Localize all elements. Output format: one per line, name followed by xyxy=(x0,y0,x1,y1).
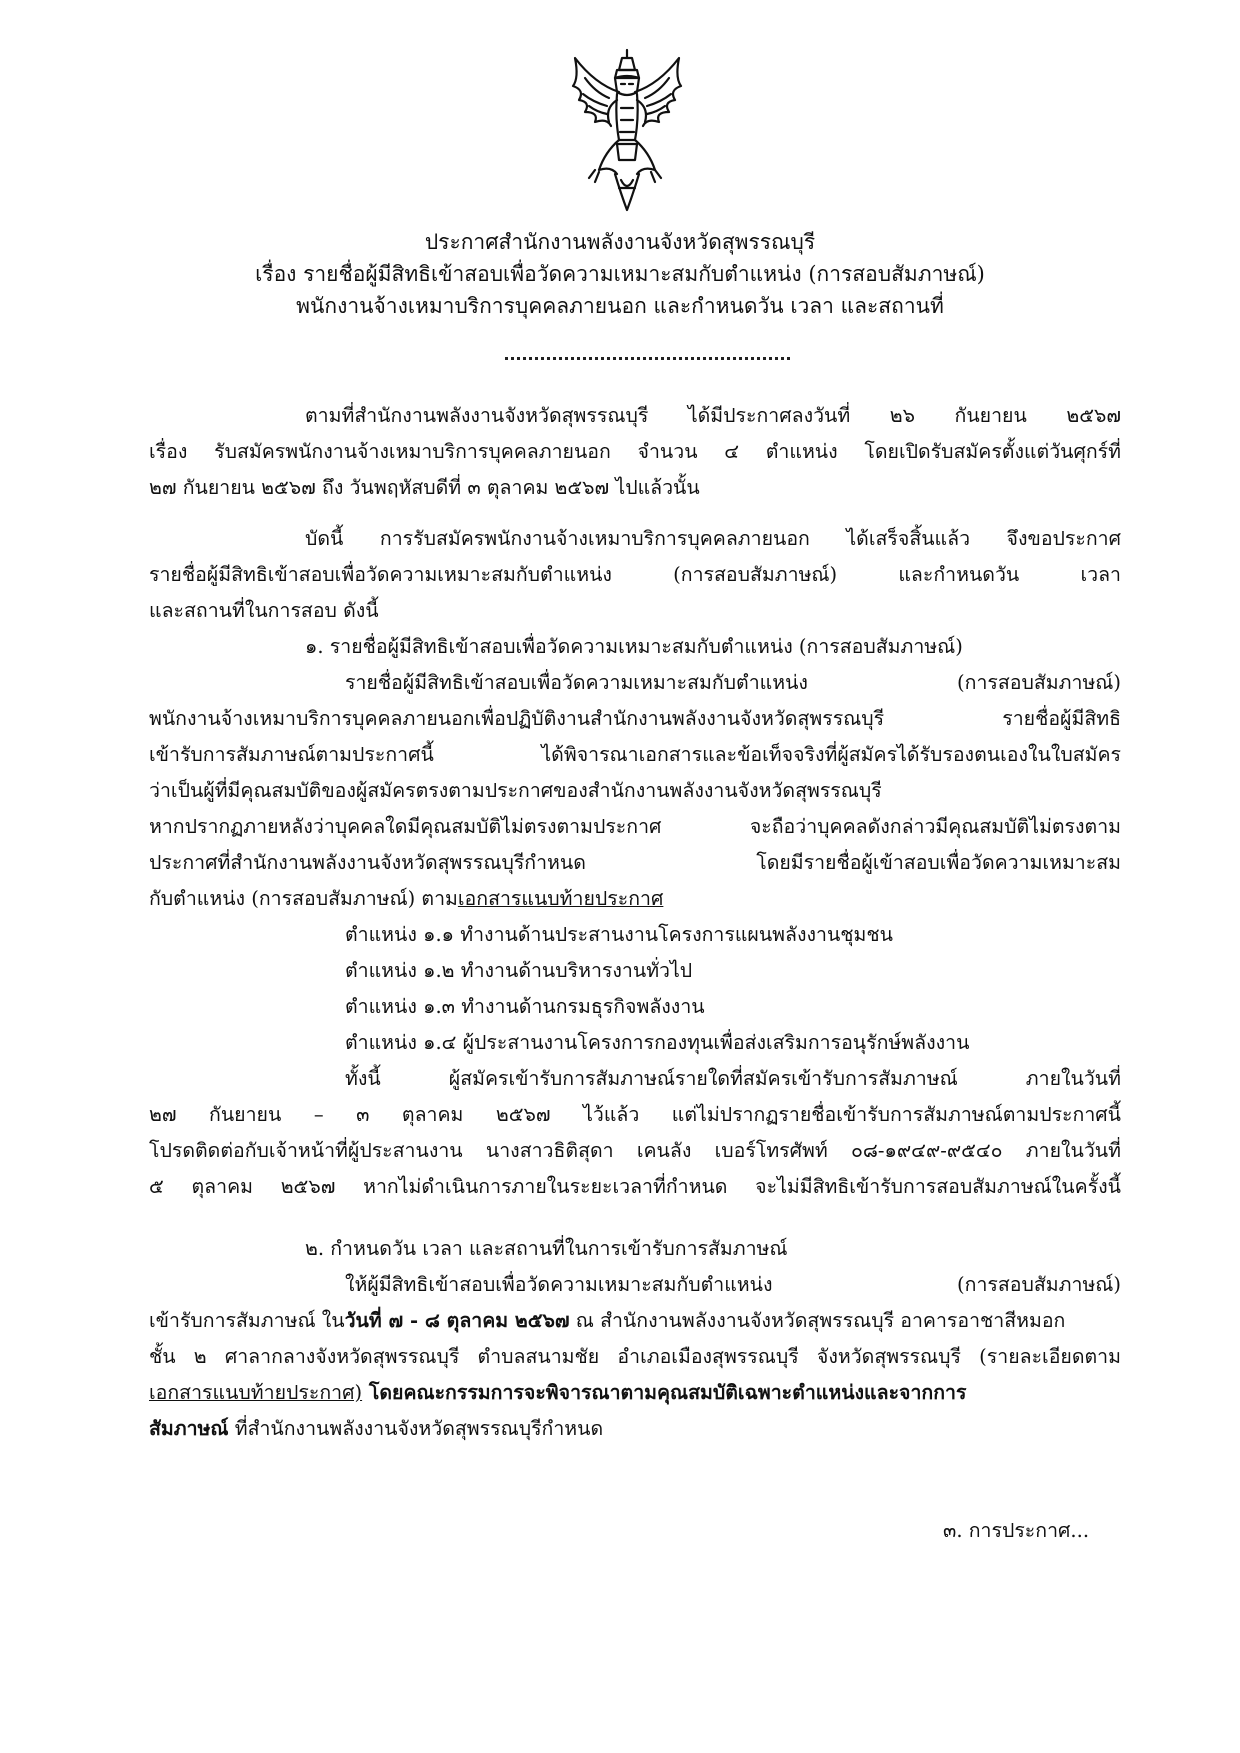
section2-line5-text: ที่สำนักงานพลังงานจังหวัดสุพรรณบุรีกำหนด xyxy=(228,1417,604,1440)
criteria-text-cont: สัมภาษณ์ xyxy=(149,1417,229,1440)
section1-line6: ประกาศที่สำนักงานพลังงานจังหวัดสุพรรณบุรีกำหนด โดยมีรายชื่อผู้เข้าสอบเพื่อวัดความเหมาะสม xyxy=(149,851,1121,874)
section2-line2 xyxy=(149,1305,1065,1336)
criteria-text: โดยคณะกรรมการจะพิจารณาตามคุณสมบัติเฉพาะตำแหน่งและจากการ xyxy=(362,1381,967,1404)
attachment-reference: เอกสารแนบท้ายประกาศ) xyxy=(149,1381,363,1404)
interview-venue: ณ สำนักงานพลังงานจังหวัดสุพรรณบุรี อาคารอาชาสีหมอก xyxy=(569,1309,1066,1332)
section1-heading: ๑. รายชื่อผู้มีสิทธิเข้าสอบเพื่อวัดความเหมาะสมกับตำแหน่ง (การสอบสัมภาษณ์) xyxy=(305,635,963,658)
section2-line2-text: เข้ารับการสัมภาษณ์ ใน xyxy=(149,1309,345,1332)
note-line4: ๕ ตุลาคม ๒๕๖๗ หากไม่ดำเนินการภายในระยะเวลาที่กำหนด จะไม่มีสิทธิเข้ารับการสอบสัมภาษณ์ในครั้งนี้ xyxy=(149,1175,1121,1198)
para2-line1: บัดนี้ การรับสมัครพนักงานจ้างเหมาบริการบุคคลภายนอก ได้เสร็จสิ้นแล้ว จึงขอประกาศ xyxy=(305,527,1121,550)
header-separator xyxy=(505,357,790,360)
section1-line3: เข้ารับการสัมภาษณ์ตามประกาศนี้ ได้พิจารณาเอกสารและข้อเท็จจริงที่ผู้สมัครได้รับรองตนเองในใบสมัคร xyxy=(149,743,1121,766)
continuation-marker: ๓. การประกาศ... xyxy=(943,1519,1090,1542)
position-item: ตำแหน่ง ๑.๔ ผู้ประสานงานโครงการกองทุนเพื่อส่งเสริมการอนุรักษ์พลังงาน xyxy=(345,1031,970,1054)
section1-line1: รายชื่อผู้มีสิทธิเข้าสอบเพื่อวัดความเหมาะสมกับตำแหน่ง (การสอบสัมภาษณ์) xyxy=(345,671,1121,694)
note-line3: โปรดติดต่อกับเจ้าหน้าที่ผู้ประสานงาน นางสาวธิติสุดา เคนลัง เบอร์โทรศัพท์ ๐๘-๑๙๔๙-๙๕๔๐ ภายในวันที่ xyxy=(149,1139,1121,1162)
para1-line2: เรื่อง รับสมัครพนักงานจ้างเหมาบริการบุคคลภายนอก จำนวน ๔ ตำแหน่ง โดยเปิดรับสมัครตั้งแต่วันศุกร์ที่ xyxy=(149,440,1121,463)
para2-line2: รายชื่อผู้มีสิทธิเข้าสอบเพื่อวัดความเหมาะสมกับตำแหน่ง (การสอบสัมภาษณ์) และกำหนดวัน เวลา xyxy=(149,563,1121,586)
header-subject: เรื่อง รายชื่อผู้มีสิทธิเข้าสอบเพื่อวัดความเหมาะสมกับตำแหน่ง (การสอบสัมภาษณ์) xyxy=(255,262,985,286)
section2-line4 xyxy=(149,1377,966,1408)
header-subject-cont: พนักงานจ้างเหมาบริการบุคคลภายนอก และกำหนดวัน เวลา และสถานที่ xyxy=(296,294,944,318)
position-item: ตำแหน่ง ๑.๓ ทำงานด้านกรมธุรกิจพลังงาน xyxy=(345,995,705,1018)
section2-line3: ชั้น ๒ ศาลากลางจังหวัดสุพรรณบุรี ตำบลสนามชัย อำเภอเมืองสุพรรณบุรี จังหวัดสุพรรณบุรี (รายละเอียดตาม xyxy=(149,1345,1121,1368)
section1-line5: หากปรากฏภายหลังว่าบุคคลใดมีคุณสมบัติไม่ตรงตามประกาศ จะถือว่าบุคคลดังกล่าวมีคุณสมบัติไม่ตรงตาม xyxy=(149,815,1121,838)
header-title: ประกาศสำนักงานพลังงานจังหวัดสุพรรณบุรี xyxy=(424,230,816,254)
announcement-header xyxy=(100,226,1140,322)
para1-line3: ๒๗ กันยายน ๒๕๖๗ ถึง วันพฤหัสบดีที่ ๓ ตุลาคม ๒๕๖๗ ไปแล้วนั้น xyxy=(149,476,700,499)
attachment-reference: เอกสารแนบท้ายประกาศ xyxy=(457,887,664,910)
position-item: ตำแหน่ง ๑.๑ ทำงานด้านประสานงานโครงการแผนพลังงานชุมชน xyxy=(345,923,893,946)
section1-line4: ว่าเป็นผู้ที่มีคุณสมบัติของผู้สมัครตรงตามประกาศของสำนักงานพลังงานจังหวัดสุพรรณบุรี xyxy=(149,779,882,802)
garuda-emblem-icon xyxy=(565,48,690,213)
para1-line1: ตามที่สำนักงานพลังงานจังหวัดสุพรรณบุรี ได้มีประกาศลงวันที่ ๒๖ กันยายน ๒๕๖๗ xyxy=(305,404,1121,427)
section2-heading: ๒. กำหนดวัน เวลา และสถานที่ในการเข้ารับการสัมภาษณ์ xyxy=(305,1237,788,1260)
para2-line3: และสถานที่ในการสอบ ดังนี้ xyxy=(149,599,379,622)
interview-dates: วันที่ ๗ - ๘ ตุลาคม ๒๕๖๗ xyxy=(344,1309,570,1332)
section2-line5 xyxy=(149,1413,603,1444)
section1-line7-text: กับตำแหน่ง (การสอบสัมภาษณ์) ตาม xyxy=(149,887,458,910)
note-line1: ทั้งนี้ ผู้สมัครเข้ารับการสัมภาษณ์รายใดที่สมัครเข้ารับการสัมภาษณ์ ภายในวันที่ xyxy=(345,1067,1121,1090)
section1-line2: พนักงานจ้างเหมาบริการบุคคลภายนอกเพื่อปฏิบัติงานสำนักงานพลังงานจังหวัดสุพรรณบุรี รายชื่อผู้มีสิทธิ xyxy=(149,707,1121,730)
section2-line1: ให้ผู้มีสิทธิเข้าสอบเพื่อวัดความเหมาะสมกับตำแหน่ง (การสอบสัมภาษณ์) xyxy=(345,1273,1121,1296)
section1-line7 xyxy=(149,883,663,914)
position-item: ตำแหน่ง ๑.๒ ทำงานด้านบริหารงานทั่วไป xyxy=(345,959,693,982)
note-line2: ๒๗ กันยายน – ๓ ตุลาคม ๒๕๖๗ ไว้แล้ว แต่ไม่ปรากฏรายชื่อเข้ารับการสัมภาษณ์ตามประกาศนี้ xyxy=(149,1103,1121,1126)
